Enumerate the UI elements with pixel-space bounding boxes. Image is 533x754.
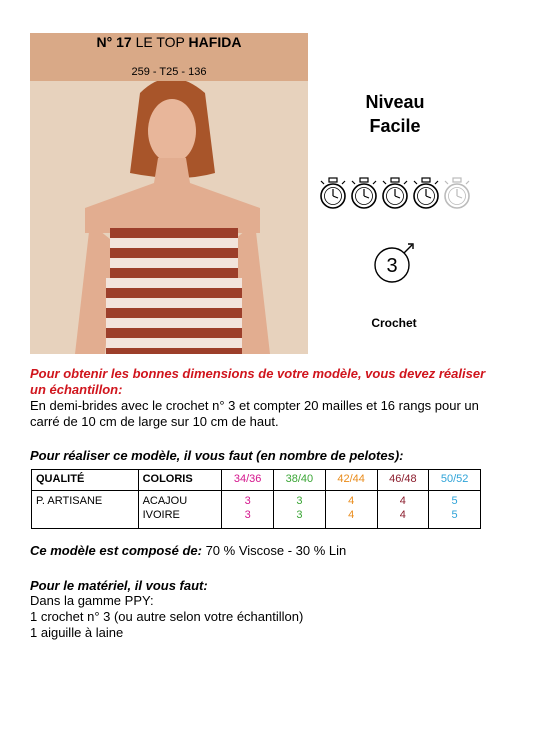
difficulty-rating (318, 177, 473, 216)
top-stripe (106, 298, 242, 308)
model-photo (30, 33, 308, 354)
pattern-title (30, 34, 308, 50)
size-header: 42/44 (325, 470, 377, 491)
level-label (330, 90, 460, 138)
col-color: COLORIS (138, 470, 222, 491)
col-quality: QUALITÉ (32, 470, 139, 491)
composition-label: Ce modèle est composé de: (30, 543, 202, 558)
qty-cell (274, 491, 326, 529)
size-header: 50/52 (429, 470, 481, 491)
size-header: 46/48 (377, 470, 429, 491)
qty-cell (325, 491, 377, 529)
top-stripe (110, 228, 238, 238)
qty-value: 5 (451, 509, 458, 521)
stopwatch-icon-filled (318, 177, 348, 211)
qty-cell (429, 491, 481, 529)
top-stripe (110, 268, 238, 278)
material-line: Dans la gamme PPY: (30, 593, 154, 608)
quality-cell: P. ARTISANE (32, 491, 139, 529)
level-line2: Facile (369, 116, 421, 136)
top-stripe (106, 338, 242, 348)
top-stripe (106, 288, 242, 298)
top-stripe (106, 308, 242, 318)
top-stripe (106, 318, 242, 328)
material-list (30, 593, 303, 641)
qty-value: 4 (348, 509, 355, 521)
color-name: IVOIRE (142, 509, 180, 521)
color-cell (138, 491, 222, 529)
qty-value: 3 (244, 509, 251, 521)
qty-value: 3 (296, 509, 303, 521)
qty-value: 4 (348, 495, 355, 507)
qty-cell (377, 491, 429, 529)
composition (30, 543, 346, 558)
material-line: 1 crochet n° 3 (ou autre selon votre échantillon) (30, 609, 304, 624)
composition-value: 70 % Viscose - 30 % Lin (205, 543, 347, 558)
qty-value: 3 (244, 495, 251, 507)
top-stripe (110, 238, 238, 248)
stopwatch-icon-empty (442, 177, 472, 211)
qty-value: 5 (451, 495, 458, 507)
stopwatch-icon-filled (380, 177, 410, 211)
color-name: ACAJOU (142, 495, 188, 507)
needs-heading: Pour réaliser ce modèle, il vous faut (en nombre de pelotes): (30, 448, 404, 463)
pattern-code: 259 - T25 - 136 (131, 66, 207, 78)
top-stripe (106, 278, 242, 288)
top-stripe (110, 258, 238, 268)
hook-size-icon (370, 240, 416, 286)
qty-value: 3 (296, 495, 303, 507)
size-header: 34/36 (222, 470, 274, 491)
technique: Crochet (371, 316, 417, 330)
qty-value: 4 (399, 495, 406, 507)
top-stripe (110, 248, 238, 258)
yarn-table (31, 469, 481, 529)
size-header: 38/40 (274, 470, 326, 491)
pattern-title-mid: LE TOP (135, 34, 185, 50)
level-line1: Niveau (365, 92, 425, 112)
stopwatch-icon-filled (411, 177, 441, 211)
qty-value: 4 (399, 509, 406, 521)
material-line: 1 aiguille à laine (30, 625, 124, 640)
qty-cell (222, 491, 274, 529)
hook-size: 3 (386, 255, 398, 277)
material-heading: Pour le matériel, il vous faut: (30, 578, 208, 593)
pattern-number: N° 17 (96, 34, 132, 50)
top-stripe (106, 348, 242, 354)
pattern-name: HAFIDA (188, 34, 242, 50)
stopwatch-icon-filled (349, 177, 379, 211)
sample-heading: Pour obtenir les bonnes dimensions de votre modèle, vous devez réaliser un échantillon: (30, 366, 486, 397)
sample-text: En demi-brides avec le crochet n° 3 et compter 20 mailles et 16 rangs pour un carré de 10 cm de large sur 10 cm de haut. (30, 398, 479, 429)
top-stripe (106, 328, 242, 338)
